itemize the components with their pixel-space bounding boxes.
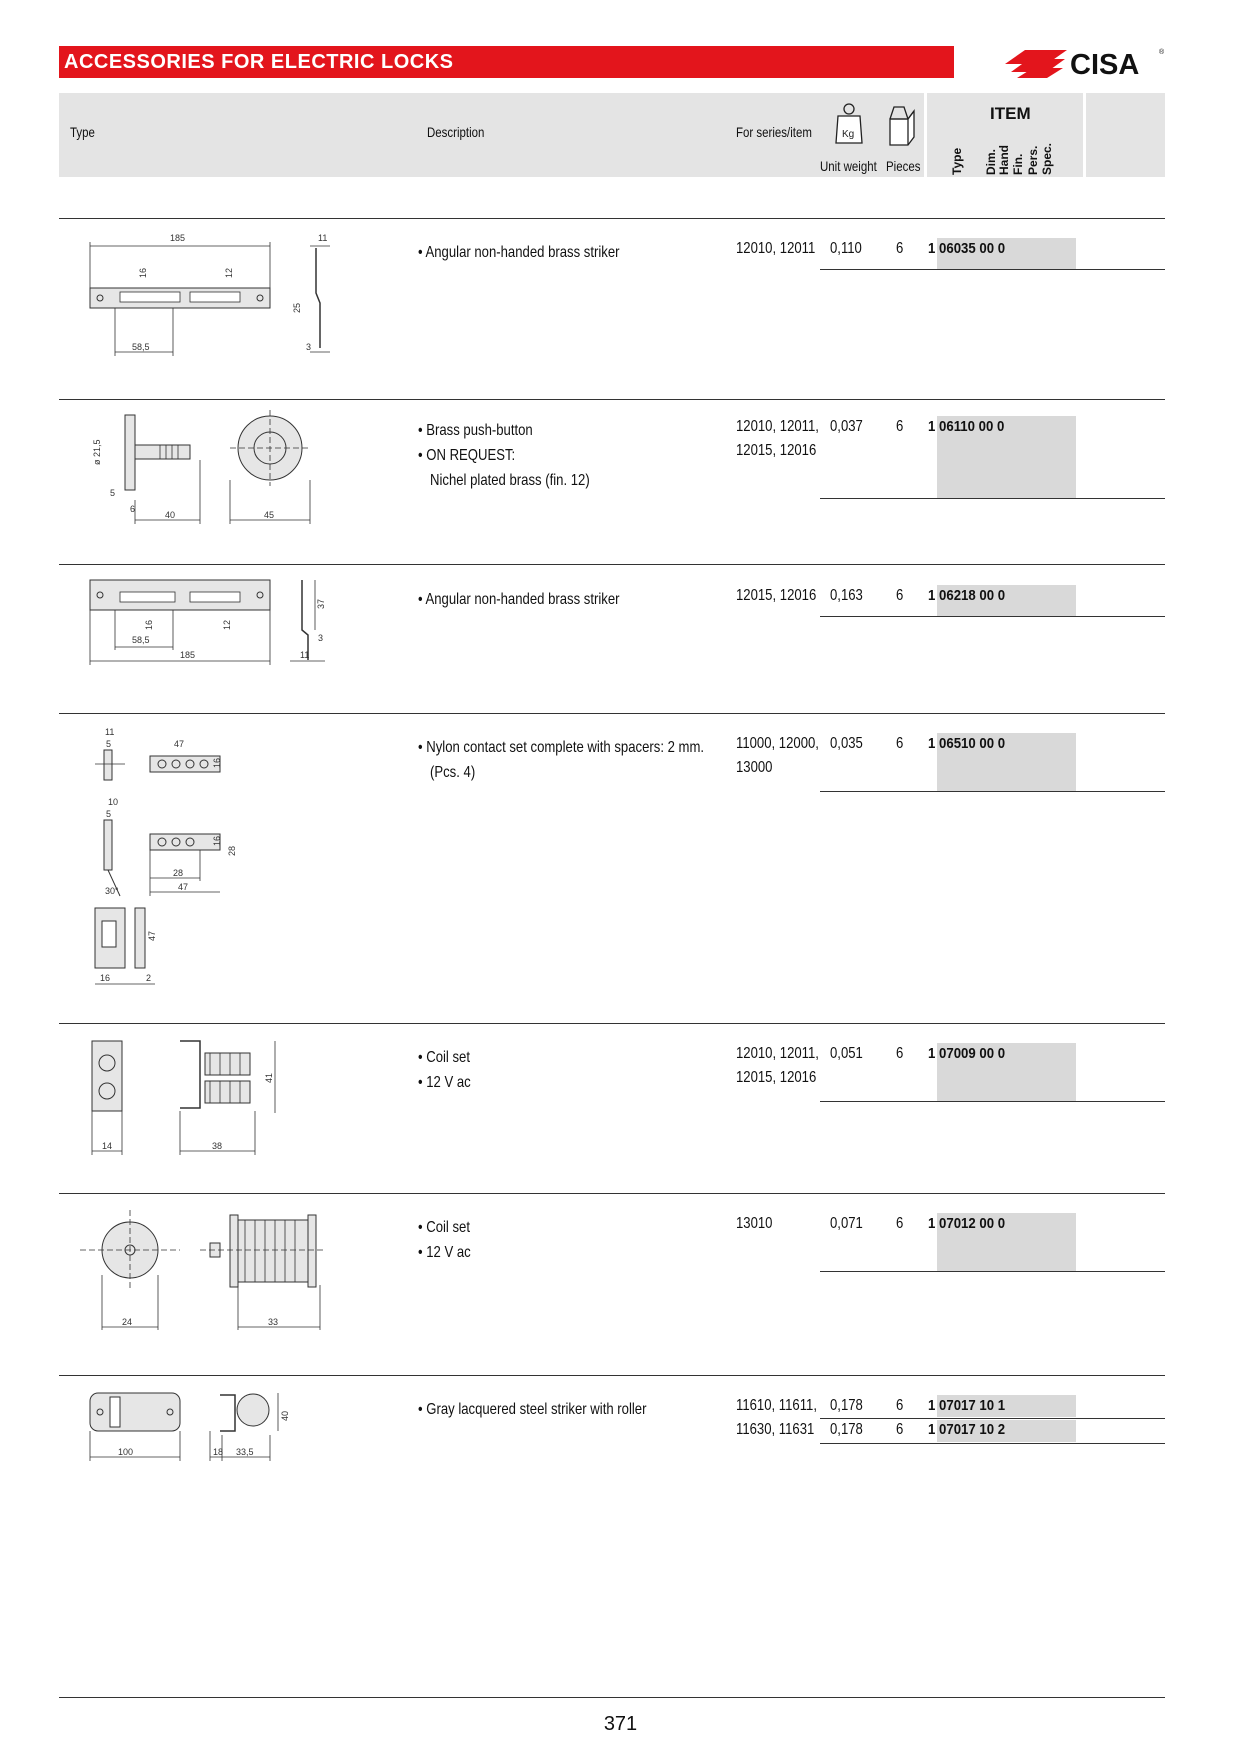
svg-text:24: 24: [122, 1317, 133, 1327]
svg-text:10: 10: [108, 797, 119, 807]
series: 11630, 11631: [736, 1421, 815, 1438]
series: 12010, 12011,: [736, 1045, 819, 1062]
product-description: • ON REQUEST:: [418, 447, 516, 464]
svg-text:38: 38: [212, 1141, 223, 1151]
series: 11610, 11611,: [736, 1397, 817, 1414]
svg-text:5: 5: [106, 739, 112, 749]
product-description: • 12 V ac: [418, 1244, 471, 1261]
page-number: 371: [603, 1713, 638, 1735]
item-code: 1 07017 10 1: [928, 1397, 1006, 1414]
pieces: 6: [896, 240, 904, 257]
item-code: 1 06110 00 0: [928, 418, 1005, 435]
svg-text:58,5: 58,5: [132, 635, 150, 645]
product-description: • Coil set: [418, 1049, 470, 1066]
pieces: 6: [896, 1215, 904, 1232]
series: 11000, 12000,: [736, 735, 819, 752]
header-type: Type: [70, 124, 95, 140]
technical-drawing: [80, 575, 350, 680]
header-description: Description: [427, 124, 485, 140]
item-code: 1 06218 00 0: [928, 587, 1006, 604]
series: 12010, 12011: [736, 240, 816, 257]
row-divider: [59, 1193, 1165, 1194]
pieces: 6: [896, 418, 904, 435]
svg-text:2: 2: [146, 973, 152, 983]
item-code: 1 06035 00 0: [928, 240, 1006, 257]
series: 12015, 12016: [736, 1069, 817, 1086]
svg-text:6: 6: [130, 504, 136, 514]
item-code: 1 07012 00 0: [928, 1215, 1006, 1232]
item-code: 1 07009 00 0: [928, 1045, 1006, 1062]
svg-text:58,5: 58,5: [132, 342, 150, 352]
svg-text:16: 16: [144, 619, 154, 630]
header-pieces: Pieces: [886, 158, 921, 174]
section-title-banner: ACCESSORIES FOR ELECTRIC LOCKS: [59, 46, 954, 78]
svg-text:33,5: 33,5: [236, 1447, 254, 1457]
svg-text:11: 11: [300, 650, 310, 660]
svg-text:11: 11: [318, 233, 328, 243]
unit-weight: 0,035: [830, 735, 863, 752]
product-description: • Angular non-handed brass striker: [418, 591, 620, 608]
header-for-series: For series/item: [736, 124, 812, 140]
svg-text:33: 33: [268, 1317, 279, 1327]
series: 12010, 12011,: [736, 418, 819, 435]
header-item-type: Type: [950, 147, 964, 175]
technical-drawing: [80, 726, 280, 996]
svg-text:Kg: Kg: [842, 129, 855, 140]
row-divider: [59, 1023, 1165, 1024]
footer-divider: [59, 1697, 1165, 1698]
header-item: ITEM: [990, 104, 1031, 123]
series: 13010: [736, 1215, 773, 1232]
row-divider: [59, 218, 1165, 219]
svg-text:16: 16: [212, 835, 222, 846]
series: 13000: [736, 759, 773, 776]
product-description: • Brass push-button: [418, 422, 533, 439]
technical-drawing: [80, 1205, 330, 1340]
svg-text:47: 47: [178, 882, 189, 892]
row-divider: [59, 713, 1165, 714]
header-unit-weight: Unit weight: [820, 158, 877, 174]
svg-text:47: 47: [147, 930, 157, 941]
product-description: • Gray lacquered steel striker with roller: [418, 1401, 647, 1418]
svg-text:25: 25: [292, 302, 302, 313]
item-code: 1 07017 10 2: [928, 1421, 1006, 1438]
svg-text:185: 185: [180, 650, 196, 660]
item-code: 1 06510 00 0: [928, 735, 1006, 752]
svg-text:11: 11: [105, 727, 115, 737]
header-item-dim: Dim.: [984, 148, 998, 175]
unit-weight: 0,163: [830, 587, 863, 604]
pieces: 6: [896, 1045, 904, 1062]
header-item-hand: Hand: [997, 145, 1011, 175]
svg-text:37: 37: [316, 598, 326, 609]
header-item-fin: Fin.: [1011, 153, 1025, 175]
svg-text:47: 47: [174, 739, 185, 749]
svg-text:41: 41: [264, 1072, 274, 1083]
svg-text:18: 18: [213, 1447, 224, 1457]
svg-text:3: 3: [318, 633, 324, 643]
svg-text:30°: 30°: [105, 886, 119, 896]
weight-icon: [834, 102, 864, 151]
box-icon: [886, 103, 918, 152]
pieces: 6: [896, 1397, 904, 1414]
svg-text:®: ®: [1159, 49, 1165, 56]
svg-text:28: 28: [173, 868, 184, 878]
pieces: 6: [896, 1421, 904, 1438]
product-description: • 12 V ac: [418, 1074, 471, 1091]
svg-text:16: 16: [100, 973, 111, 983]
series: 12015, 12016: [736, 587, 817, 604]
cisa-logo: [1005, 44, 1167, 82]
svg-text:40: 40: [280, 1410, 290, 1421]
technical-drawing: [80, 410, 320, 535]
svg-text:5: 5: [106, 809, 112, 819]
unit-weight: 0,110: [830, 240, 862, 257]
svg-text:3: 3: [306, 342, 312, 352]
technical-drawing: [80, 1033, 300, 1168]
product-description: • Coil set: [418, 1219, 470, 1236]
product-description: Nichel plated brass (fin. 12): [430, 472, 590, 489]
header-item-spec: Spec.: [1040, 142, 1054, 175]
svg-text:12: 12: [224, 267, 234, 278]
unit-weight: 0,071: [830, 1215, 863, 1232]
series: 12015, 12016: [736, 442, 817, 459]
product-description: • Angular non-handed brass striker: [418, 244, 620, 261]
product-description: • Nylon contact set complete with spacers: 2 mm.: [418, 739, 705, 756]
svg-text:16: 16: [212, 757, 222, 768]
svg-text:14: 14: [102, 1141, 113, 1151]
unit-weight: 0,178: [830, 1397, 863, 1414]
row-divider: [59, 399, 1165, 400]
svg-text:40: 40: [165, 510, 176, 520]
svg-text:5: 5: [110, 488, 116, 498]
technical-drawing: [80, 228, 350, 373]
svg-text:28: 28: [227, 845, 237, 856]
unit-weight: 0,037: [830, 418, 863, 435]
pieces: 6: [896, 735, 904, 752]
product-description: (Pcs. 4): [430, 764, 476, 781]
unit-weight: 0,178: [830, 1421, 863, 1438]
row-divider: [59, 564, 1165, 565]
pieces: 6: [896, 587, 904, 604]
svg-text:16: 16: [138, 267, 148, 278]
row-divider: [59, 1375, 1165, 1376]
svg-text:100: 100: [118, 1447, 134, 1457]
svg-text:185: 185: [170, 233, 186, 243]
brand-name: CISA: [1070, 49, 1140, 81]
svg-text:ø 21,5: ø 21,5: [92, 439, 102, 465]
unit-weight: 0,051: [830, 1045, 863, 1062]
header-item-pers: Pers.: [1026, 145, 1040, 175]
technical-drawing: [80, 1385, 320, 1470]
svg-text:12: 12: [222, 619, 232, 630]
svg-text:45: 45: [264, 510, 275, 520]
